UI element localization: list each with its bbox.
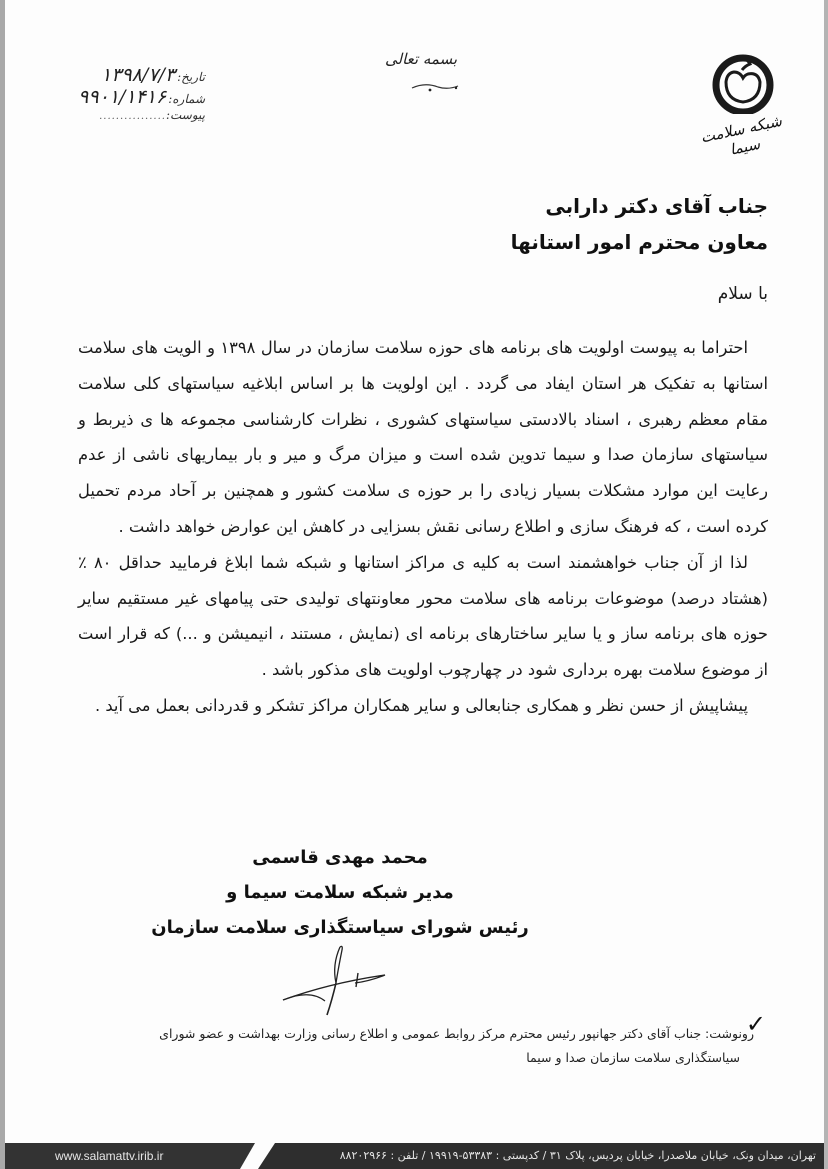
bismillah: بسمه تعالی: [385, 50, 458, 68]
scan-edge-right: [824, 0, 828, 1169]
footer-website-link[interactable]: www.salamattv.irib.ir: [55, 1149, 164, 1163]
signer-title-1: مدیر شبکه سلامت سیما و: [226, 882, 454, 903]
cc-line-1: رونوشت: جناب آقای دکتر جهانپور رئیس محترم مرکز روابط عمومی و اطلاع رسانی وزارت بهداشت و عضو شورای: [159, 1026, 754, 1041]
date-value: ۱۳۹۸/۷/۳: [101, 64, 176, 86]
cc-note: [110, 1022, 768, 1070]
date-label: تاریخ:: [177, 70, 205, 84]
date-row: [55, 64, 205, 86]
body-paragraph: لذا از آن جناب خواهشمند است به کلیه ی مراکز استانها و شبکه شما ابلاغ فرمایید حداقل ۸۰ ٪ (هشتاد درصد) موضوعات برنامه های سلامت محور معاونتهای تولیدی حتی پیامهای غیر مستقیم سایر حوزه های برنامه ساز و یا سایر ساختارهای برنامه ای (نمایش ، مستند ، انیمیشن و ...) که قرار است از موضوع سلامت بهره برداری شود در چهارچوب اولویت های مذکور باشد .: [78, 552, 768, 680]
letter-body: [78, 330, 768, 724]
body-paragraph: پیشاپیش از حسن نظر و همکاری جنابعالی و سایر همکاران مراکز تشکر و قدردانی بعمل می آید .: [95, 695, 748, 715]
number-label: شماره:: [168, 92, 205, 106]
attachment-label: پیوست:: [165, 108, 205, 122]
addressee: [511, 188, 768, 260]
scan-edge-left: [0, 0, 5, 1169]
logo-text: شبکه سلامت سیما: [698, 111, 784, 159]
addressee-title: معاون محترم امور استانها: [510, 230, 768, 254]
signer-title-2: رئیس شورای سیاستگذاری سلامت سازمان: [151, 917, 529, 938]
checkmark-icon: ✓: [745, 1010, 766, 1038]
handwritten-signature-icon: [280, 945, 390, 1020]
letter-meta: [55, 64, 205, 130]
apple-logo-icon: [712, 52, 774, 114]
bismillah-flourish-icon: [410, 82, 460, 92]
number-row: [55, 86, 205, 108]
attachment-value: ................: [99, 111, 166, 122]
cc-line-2: سیاستگذاری سلامت سازمان صدا و سیما: [526, 1050, 740, 1065]
body-paragraph: احتراما به پیوست اولویت های برنامه های حوزه سلامت سازمان در سال ۱۳۹۸ و الویت های سلامت استانها به تفکیک هر استان ایفاد می گردد . این اولویت ها بر اساس ابلاغیه سیاستهای کلی سلامت مقام معظم رهبری ، اسناد بالادستی سیاستهای کشوری ، نظرات کارشناسی مجموعه ها ی ذیربط و سیاستهای سازمان صدا و سیما تدوین شده است و میزان مرگ و میر و بار بیماریهای ناشی از عدم رعایت این موارد مشکلات بسیار زیادی را بر حوزه ی سلامت کشور و همچنین بر آحاد مردم تحمیل کرده است ، که فرهنگ سازی و اطلاع رسانی نقش بسزایی در کاهش این عوارض خواهد داشت .: [78, 338, 768, 536]
footer-address: تهران، میدان ونک، خیابان ملاصدرا، خیابان پردیس، پلاک ۳۱ / کدپستی : ۵۳۳۸۳-۱۹۹۱۹ / تلفن : ۸۸۲۰۲۹۶۶: [339, 1149, 816, 1162]
greeting: با سلام: [717, 284, 768, 304]
number-value: ۹۹۰۱/۱۴۱۶: [78, 86, 167, 108]
network-logo: [698, 52, 788, 162]
signer-name: محمد مهدی قاسمی: [252, 847, 428, 868]
addressee-name: جناب آقای دکتر دارابی: [545, 194, 768, 218]
letterhead-footer: [0, 1143, 828, 1169]
signature-block: [140, 840, 540, 945]
attachment-row: [55, 108, 205, 130]
